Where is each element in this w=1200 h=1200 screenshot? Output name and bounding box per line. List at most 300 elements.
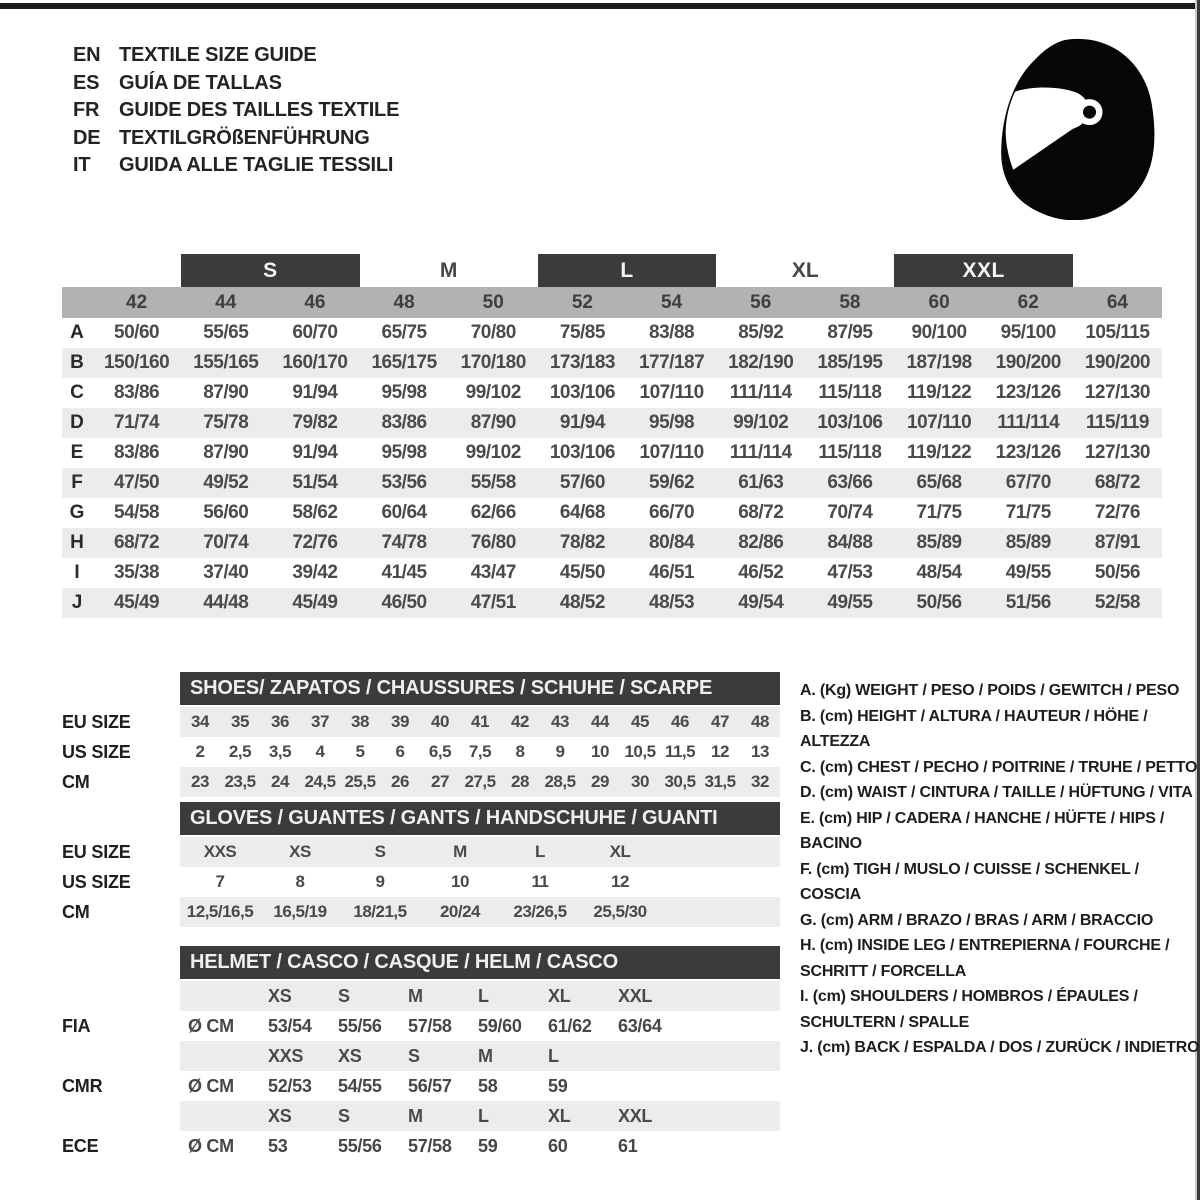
measurement-value: 111/114 bbox=[729, 442, 792, 463]
size-value: 8 bbox=[515, 742, 525, 761]
measurement-value: 99/102 bbox=[465, 382, 521, 403]
measurement-value: 48/52 bbox=[559, 592, 605, 613]
guide-title: GUÍA DE TALLAS bbox=[119, 71, 282, 94]
measurement-value: 47/50 bbox=[114, 472, 160, 493]
measurement-row bbox=[62, 318, 1162, 348]
size-value: 23 bbox=[191, 772, 209, 791]
measurement-value: 95/98 bbox=[649, 412, 695, 433]
measurement-value: 49/54 bbox=[738, 592, 784, 613]
measurement-value: 70/74 bbox=[203, 532, 249, 553]
size-value: 28,5 bbox=[544, 772, 576, 791]
row-cells bbox=[180, 981, 780, 1011]
size-value: 42 bbox=[511, 712, 529, 731]
gloves-table-title: GLOVES / GUANTES / GANTS / HANDSCHUHE / GUANTI bbox=[180, 802, 780, 835]
measurement-value: 50/60 bbox=[114, 322, 160, 343]
size-group-label: XL bbox=[791, 258, 819, 282]
size-value: 58 bbox=[478, 1075, 498, 1096]
language-code: DE bbox=[73, 126, 101, 149]
measurement-value: 185/195 bbox=[817, 352, 883, 373]
measurement-value: 84/88 bbox=[827, 532, 873, 553]
size-value: 2,5 bbox=[228, 742, 252, 761]
size-value: 18/21,5 bbox=[353, 902, 407, 921]
measurement-value: 61/63 bbox=[738, 472, 784, 493]
row-label: US SIZE bbox=[62, 871, 131, 892]
measurement-value: 59/62 bbox=[649, 472, 695, 493]
measurement-value: 123/126 bbox=[995, 442, 1061, 463]
legend-item: G. (cm) ARM / BRAZO / BRAS / ARM / BRACCIO bbox=[800, 911, 1154, 929]
row-cells bbox=[180, 1131, 780, 1161]
measurement-value: 65/75 bbox=[381, 322, 427, 343]
size-value: 26 bbox=[391, 772, 409, 791]
size-label: XS bbox=[268, 985, 292, 1006]
helmet-title-row bbox=[62, 946, 780, 979]
size-value: 6 bbox=[395, 742, 405, 761]
size-row bbox=[62, 897, 780, 927]
language-title-list bbox=[73, 42, 399, 180]
size-column-header: 62 bbox=[1017, 291, 1039, 313]
size-value: 6,5 bbox=[428, 742, 452, 761]
row-label: CM bbox=[62, 771, 90, 792]
title-spacer bbox=[62, 672, 180, 705]
row-cells bbox=[180, 897, 780, 927]
language-code: ES bbox=[73, 71, 100, 94]
measurement-value: 55/65 bbox=[203, 322, 249, 343]
measurement-value: 83/88 bbox=[649, 322, 695, 343]
size-number-header-row bbox=[62, 287, 1162, 318]
size-value: 46 bbox=[671, 712, 689, 731]
size-value: 24,5 bbox=[304, 772, 336, 791]
measurement-value: 173/183 bbox=[549, 352, 615, 373]
measurement-value: 60/64 bbox=[381, 502, 427, 523]
standard-label: FIA bbox=[62, 1015, 91, 1036]
size-label: L bbox=[478, 1105, 489, 1126]
size-value: 59/60 bbox=[478, 1015, 522, 1036]
size-column-header: 54 bbox=[661, 291, 683, 313]
measurement-value: 48/54 bbox=[916, 562, 962, 583]
size-value: 61/62 bbox=[548, 1015, 592, 1036]
diameter-unit: Ø CM bbox=[188, 1075, 234, 1096]
size-row bbox=[62, 767, 780, 797]
size-value: 10 bbox=[451, 872, 469, 891]
size-value: 20/24 bbox=[439, 902, 481, 921]
standard-label: CMR bbox=[62, 1075, 103, 1096]
size-group-label: L bbox=[538, 254, 716, 287]
measurement-value: 83/86 bbox=[114, 382, 160, 403]
measurement-value: 105/115 bbox=[1085, 322, 1150, 343]
shoes-table-title: SHOES/ ZAPATOS / CHAUSSURES / SCHUHE / SCARPE bbox=[180, 672, 780, 705]
size-value: XL bbox=[609, 842, 631, 861]
measurement-value: 68/72 bbox=[1094, 472, 1140, 493]
size-value: S bbox=[374, 842, 386, 861]
row-letter: D bbox=[70, 412, 84, 433]
size-value: 31,5 bbox=[704, 772, 736, 791]
measurement-value: 45/50 bbox=[559, 562, 605, 583]
measurement-value: 87/91 bbox=[1094, 532, 1140, 553]
row-label: EU SIZE bbox=[62, 711, 131, 732]
size-value: 13 bbox=[751, 742, 769, 761]
legend-item: J. (cm) BACK / ESPALDA / DOS / ZURÜCK / INDIETRO bbox=[800, 1039, 1200, 1056]
row-label bbox=[62, 1041, 180, 1071]
size-value: 37 bbox=[311, 712, 329, 731]
size-column-header: 52 bbox=[571, 291, 593, 313]
guide-title: GUIDA ALLE TAGLIE TESSILI bbox=[119, 154, 394, 176]
size-label: S bbox=[408, 1045, 420, 1066]
size-column-header: 50 bbox=[482, 291, 504, 313]
measurement-value: 55/58 bbox=[470, 472, 516, 493]
measurement-value: 103/106 bbox=[549, 382, 615, 403]
size-column-header: 64 bbox=[1106, 291, 1128, 313]
size-label: M bbox=[408, 1105, 423, 1126]
size-label: XXL bbox=[618, 1105, 653, 1126]
size-value: 40 bbox=[431, 712, 449, 731]
legend-item: D. (cm) WAIST / CINTURA / TAILLE / HÜFTUNG / VITA bbox=[800, 784, 1193, 801]
measurement-value: 35/38 bbox=[114, 562, 160, 583]
measurement-value: 95/100 bbox=[1000, 322, 1056, 343]
guide-title: GUIDE DES TAILLES TEXTILE bbox=[119, 99, 400, 121]
size-label: XS bbox=[338, 1045, 362, 1066]
gloves-size-table bbox=[62, 802, 780, 927]
unit-spacer bbox=[180, 1101, 260, 1131]
measurement-value: 123/126 bbox=[995, 382, 1061, 403]
measurement-value: 160/170 bbox=[282, 352, 348, 373]
size-value: 9 bbox=[555, 742, 565, 761]
measurement-value: 85/89 bbox=[1005, 532, 1051, 553]
unit-spacer bbox=[180, 981, 260, 1011]
helmet-icon bbox=[972, 34, 1168, 220]
standard-label: ECE bbox=[62, 1135, 99, 1156]
shoes-title-row bbox=[62, 672, 780, 705]
measurement-value: 76/80 bbox=[470, 532, 516, 553]
size-value: XS bbox=[289, 842, 311, 861]
row-letter: A bbox=[70, 322, 84, 343]
measurement-value: 85/89 bbox=[916, 532, 962, 553]
helmet-size-header-row bbox=[62, 1101, 780, 1131]
size-value: 29 bbox=[591, 772, 609, 791]
measurement-value: 103/106 bbox=[817, 412, 883, 433]
measurement-value: 91/94 bbox=[292, 382, 338, 403]
size-label: M bbox=[478, 1045, 493, 1066]
diameter-unit: Ø CM bbox=[188, 1015, 234, 1036]
measurement-value: 46/50 bbox=[381, 592, 427, 613]
measurement-value: 71/75 bbox=[1005, 502, 1051, 523]
size-value: 36 bbox=[271, 712, 289, 731]
measurement-value: 37/40 bbox=[203, 562, 249, 583]
measurement-value: 74/78 bbox=[381, 532, 427, 553]
language-row bbox=[73, 152, 399, 180]
measurement-value: 190/200 bbox=[1084, 352, 1150, 373]
measurement-value: 58/62 bbox=[292, 502, 338, 523]
size-value: 57/58 bbox=[408, 1015, 452, 1036]
size-group-row bbox=[62, 254, 1162, 287]
size-value: 35 bbox=[231, 712, 249, 731]
size-value: 39 bbox=[391, 712, 409, 731]
measurement-value: 87/90 bbox=[203, 442, 249, 463]
measurement-value: 52/58 bbox=[1094, 592, 1140, 613]
measurement-value: 70/74 bbox=[827, 502, 873, 523]
row-letter: C bbox=[70, 382, 84, 403]
size-value: 53/54 bbox=[268, 1015, 312, 1036]
size-label: XL bbox=[548, 985, 571, 1006]
language-row bbox=[73, 97, 399, 125]
top-frame-line bbox=[0, 3, 1200, 9]
row-letter: I bbox=[74, 562, 80, 583]
measurement-value: 54/58 bbox=[114, 502, 160, 523]
size-label: XXL bbox=[618, 985, 653, 1006]
measurement-value: 51/56 bbox=[1005, 592, 1051, 613]
measurement-value: 99/102 bbox=[465, 442, 521, 463]
size-group-label: M bbox=[439, 258, 458, 282]
size-value: 12 bbox=[611, 872, 629, 891]
row-cells bbox=[180, 1101, 780, 1131]
measurement-row bbox=[62, 498, 1162, 528]
row-cells bbox=[180, 1071, 780, 1101]
measurement-value: 39/42 bbox=[292, 562, 338, 583]
size-label: S bbox=[338, 1105, 350, 1126]
guide-title: TEXTILE SIZE GUIDE bbox=[119, 44, 317, 66]
measurement-value: 115/119 bbox=[1085, 412, 1149, 433]
measurement-value: 87/90 bbox=[203, 382, 249, 403]
measurement-value: 115/118 bbox=[818, 442, 882, 463]
measurement-row bbox=[62, 468, 1162, 498]
measurement-value: 119/122 bbox=[907, 382, 972, 403]
measurement-value: 107/110 bbox=[639, 442, 704, 463]
legend-item: B. (cm) HEIGHT / ALTURA / HAUTEUR / HÖHE / ALTEZZA bbox=[800, 707, 1148, 750]
size-value: 24 bbox=[271, 772, 289, 791]
measurement-value: 67/70 bbox=[1005, 472, 1051, 493]
helmet-size-table bbox=[62, 946, 780, 1161]
row-letter: B bbox=[70, 352, 84, 373]
measurement-value: 170/180 bbox=[460, 352, 526, 373]
size-value: 55/56 bbox=[338, 1135, 382, 1156]
measurement-row bbox=[62, 348, 1162, 378]
size-value: 11 bbox=[531, 872, 549, 891]
measurement-value: 90/100 bbox=[911, 322, 967, 343]
size-value: 12,5/16,5 bbox=[186, 902, 254, 921]
measurement-value: 62/66 bbox=[470, 502, 516, 523]
size-group-label: XXL bbox=[894, 254, 1072, 287]
helmet-size-header-row bbox=[62, 1041, 780, 1071]
size-value: 30 bbox=[631, 772, 649, 791]
size-value: 34 bbox=[191, 712, 209, 731]
helmet-value-row bbox=[62, 1131, 780, 1161]
helmet-rows bbox=[62, 981, 780, 1161]
size-value: 41 bbox=[471, 712, 489, 731]
legend-item: I. (cm) SHOULDERS / HOMBROS / ÉPAULES / SCHULTERN / SPALLE bbox=[800, 988, 1138, 1031]
size-value: 10,5 bbox=[624, 742, 656, 761]
size-value: 9 bbox=[375, 872, 385, 891]
size-value: 5 bbox=[355, 742, 365, 761]
measurement-value: 48/53 bbox=[649, 592, 695, 613]
size-value: 44 bbox=[591, 712, 609, 731]
measurement-value: 49/52 bbox=[203, 472, 249, 493]
measurement-value: 70/80 bbox=[470, 322, 516, 343]
measurement-value: 49/55 bbox=[1005, 562, 1051, 583]
row-letter: G bbox=[69, 502, 85, 523]
size-value: 11,5 bbox=[664, 742, 696, 761]
measurement-value: 71/75 bbox=[916, 502, 962, 523]
measurement-value: 41/45 bbox=[381, 562, 427, 583]
language-code: FR bbox=[73, 99, 100, 121]
size-value: 56/57 bbox=[408, 1075, 452, 1096]
measurement-value: 182/190 bbox=[728, 352, 794, 373]
measurement-value: 78/82 bbox=[559, 532, 605, 553]
row-label: EU SIZE bbox=[62, 841, 131, 862]
helmet-table-title: HELMET / CASCO / CASQUE / HELM / CASCO bbox=[180, 946, 780, 979]
measurement-value: 91/94 bbox=[292, 442, 338, 463]
measurement-value: 177/187 bbox=[638, 352, 705, 373]
size-value: 27 bbox=[431, 772, 449, 791]
measurement-value: 190/200 bbox=[995, 352, 1061, 373]
textile-size-table bbox=[62, 254, 1162, 618]
measurement-value: 80/84 bbox=[649, 532, 695, 553]
measurement-value: 85/92 bbox=[738, 322, 784, 343]
size-value: 57/58 bbox=[408, 1135, 452, 1156]
size-value: 55/56 bbox=[338, 1015, 382, 1036]
legend-item: H. (cm) INSIDE LEG / ENTREPIERNA / FOURCHE / SCHRITT / FORCELLA bbox=[800, 937, 1170, 980]
size-row bbox=[62, 867, 780, 897]
size-label: XXS bbox=[268, 1045, 304, 1066]
size-column-header: 44 bbox=[215, 291, 237, 313]
measurement-value: 119/122 bbox=[907, 442, 972, 463]
measurement-value: 51/54 bbox=[292, 472, 338, 493]
measurement-value: 87/90 bbox=[470, 412, 516, 433]
size-value: 27,5 bbox=[464, 772, 496, 791]
measurement-value: 111/114 bbox=[729, 382, 792, 403]
measurement-legend bbox=[800, 678, 1200, 1061]
measurement-value: 127/130 bbox=[1084, 442, 1150, 463]
measurement-value: 50/56 bbox=[1094, 562, 1140, 583]
language-code: EN bbox=[73, 44, 101, 66]
measurement-row bbox=[62, 528, 1162, 558]
size-value: 28 bbox=[511, 772, 529, 791]
measurement-value: 68/72 bbox=[738, 502, 784, 523]
corner-cell bbox=[62, 287, 92, 318]
measurement-value: 95/98 bbox=[381, 382, 427, 403]
measurement-value: 75/78 bbox=[203, 412, 249, 433]
language-row bbox=[73, 70, 399, 98]
gloves-title-row bbox=[62, 802, 780, 835]
size-value: 48 bbox=[751, 712, 769, 731]
measurement-value: 155/165 bbox=[193, 352, 259, 373]
measurement-value: 47/53 bbox=[827, 562, 873, 583]
row-cells bbox=[180, 737, 780, 767]
helmet-value-row bbox=[62, 1011, 780, 1041]
row-cells bbox=[180, 1041, 780, 1071]
legend-item: C. (cm) CHEST / PECHO / POITRINE / TRUHE / PETTO bbox=[800, 758, 1198, 776]
measurement-value: 103/106 bbox=[549, 442, 615, 463]
measurement-value: 65/68 bbox=[916, 472, 962, 493]
size-value: L bbox=[535, 842, 545, 861]
measurement-value: 150/160 bbox=[103, 352, 170, 373]
measurement-value: 46/52 bbox=[738, 562, 784, 583]
size-value: 59 bbox=[548, 1075, 568, 1096]
measurement-value: 50/56 bbox=[916, 592, 962, 613]
size-value: 52/53 bbox=[268, 1075, 312, 1096]
size-value: 4 bbox=[315, 742, 325, 761]
measurement-value: 44/48 bbox=[203, 592, 249, 613]
size-value: XXS bbox=[203, 842, 237, 861]
measurement-row bbox=[62, 408, 1162, 438]
size-value: 3,5 bbox=[268, 742, 292, 761]
size-value: 63/64 bbox=[618, 1015, 662, 1036]
title-spacer bbox=[62, 802, 180, 835]
measurement-value: 63/66 bbox=[827, 472, 873, 493]
measurement-value: 46/51 bbox=[649, 562, 695, 583]
size-value: 7 bbox=[215, 872, 225, 891]
size-value: 45 bbox=[631, 712, 649, 731]
size-value: 23/26,5 bbox=[513, 902, 567, 921]
size-label: L bbox=[548, 1045, 559, 1066]
size-value: 16,5/19 bbox=[273, 902, 327, 921]
measurement-value: 95/98 bbox=[381, 442, 427, 463]
size-value: 43 bbox=[551, 712, 569, 731]
measurement-value: 47/51 bbox=[470, 592, 516, 613]
language-row bbox=[73, 125, 399, 153]
shoes-rows bbox=[62, 707, 780, 797]
row-letter: H bbox=[70, 532, 84, 553]
measurement-value: 68/72 bbox=[114, 532, 160, 553]
measurement-value: 72/76 bbox=[292, 532, 338, 553]
row-letter: J bbox=[71, 592, 83, 613]
size-label: XS bbox=[268, 1105, 292, 1126]
measurement-value: 99/102 bbox=[733, 412, 789, 433]
size-value: 12 bbox=[711, 742, 729, 761]
size-value: 2 bbox=[195, 742, 205, 761]
size-value: 61 bbox=[618, 1135, 638, 1156]
size-column-header: 48 bbox=[393, 291, 415, 313]
measurement-value: 49/55 bbox=[827, 592, 873, 613]
size-value: 30,5 bbox=[664, 772, 696, 791]
gloves-rows bbox=[62, 837, 780, 927]
size-column-header: 56 bbox=[750, 291, 772, 313]
size-label: L bbox=[478, 985, 489, 1006]
measurement-value: 75/85 bbox=[559, 322, 605, 343]
unit-spacer bbox=[180, 1041, 260, 1071]
guide-title: TEXTILGRÖßENFÜHRUNG bbox=[119, 126, 370, 149]
size-value: 32 bbox=[751, 772, 769, 791]
size-column-header: 60 bbox=[928, 291, 950, 313]
size-label: S bbox=[338, 985, 350, 1006]
measurement-rows bbox=[62, 318, 1162, 618]
row-label: US SIZE bbox=[62, 741, 131, 762]
size-value: 25,5/30 bbox=[593, 902, 647, 921]
row-letter: E bbox=[70, 442, 84, 463]
size-row bbox=[62, 737, 780, 767]
row-label bbox=[62, 981, 180, 1011]
size-value: M bbox=[453, 842, 467, 861]
measurement-value: 71/74 bbox=[114, 412, 160, 433]
measurement-row bbox=[62, 558, 1162, 588]
diameter-unit: Ø CM bbox=[188, 1135, 234, 1156]
size-row bbox=[62, 837, 780, 867]
measurement-value: 57/60 bbox=[559, 472, 605, 493]
measurement-value: 187/198 bbox=[906, 352, 972, 373]
measurement-value: 87/95 bbox=[827, 322, 873, 343]
size-column-header: 42 bbox=[126, 291, 148, 313]
legend-item: A. (Kg) WEIGHT / PESO / POIDS / GEWITCH / PESO bbox=[800, 682, 1180, 699]
size-value: 38 bbox=[351, 712, 369, 731]
measurement-value: 43/47 bbox=[470, 562, 516, 583]
legend-item: F. (cm) TIGH / MUSLO / CUISSE / SCHENKEL / COSCIA bbox=[800, 860, 1139, 903]
shoes-size-table bbox=[62, 672, 780, 797]
size-value: 53 bbox=[268, 1135, 288, 1156]
measurement-value: 56/60 bbox=[203, 502, 249, 523]
title-spacer bbox=[62, 946, 180, 979]
measurement-value: 91/94 bbox=[559, 412, 605, 433]
row-label bbox=[62, 1101, 180, 1131]
row-cells bbox=[180, 707, 780, 737]
measurement-value: 83/86 bbox=[381, 412, 427, 433]
